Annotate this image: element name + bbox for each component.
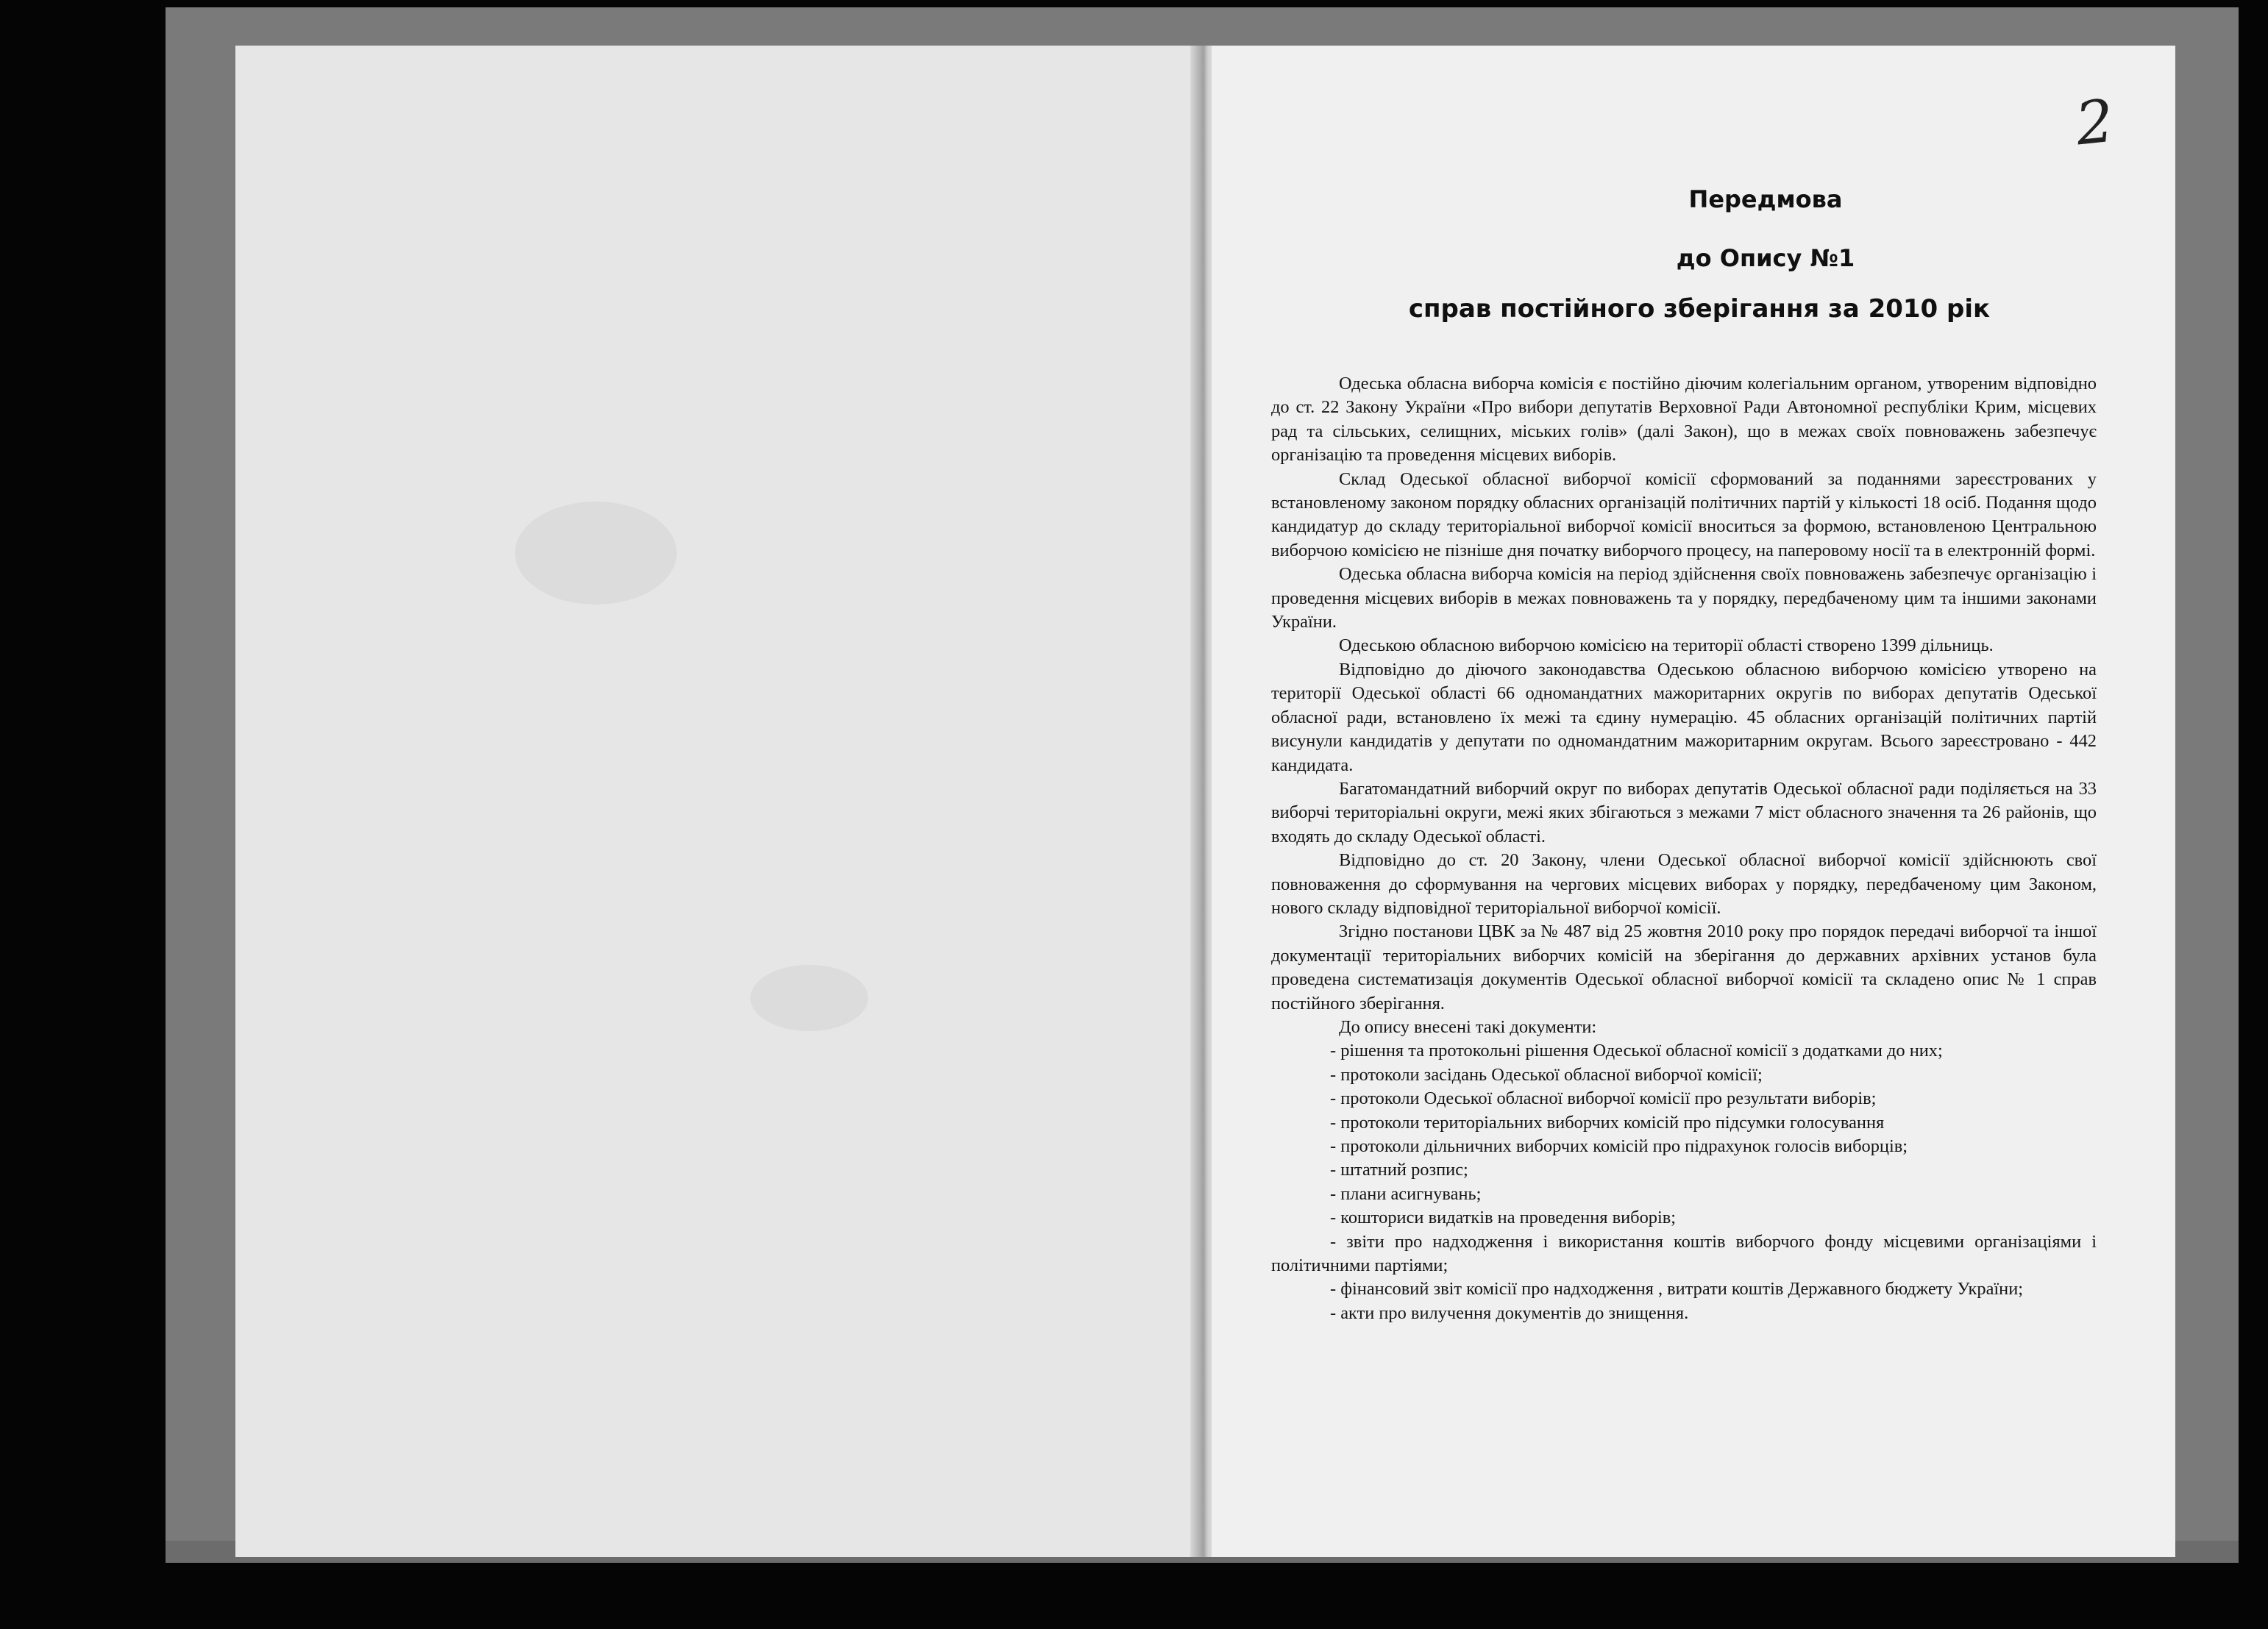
list-item: - звіти про надходження і використання коштів виборчого фонду місцевими організаціями і політичними партіями; (1271, 1231, 2097, 1276)
document-title: Передмова (1688, 185, 1843, 213)
handwritten-page-number: 2 (2072, 86, 2117, 159)
list-item: - фінансовий звіт комісії про надходження , витрати коштів Державного бюджету України; (1330, 1279, 2024, 1300)
paragraph: Одеська обласна виборча комісія є постійно діючим колегіальним органом, утвореним відповідно до ст. 22 Закону України «Про вибори депутатів Верховної Ради Автономної республіки Крим, місцевих рад та сільських, селищних, міських голів» (далі Закон), що в межах своїх повноважень забезпечує організацію та проведення місцевих виборів. (1271, 374, 2097, 466)
list-item: - штатний розпис; (1330, 1160, 1468, 1180)
paragraph: До опису внесені такі документи: (1339, 1016, 1597, 1037)
list-item: - протоколи засідань Одеської обласної виборчої комісії; (1330, 1064, 1763, 1085)
document-heading: справ постійного зберігання за 2010 рік (1408, 294, 1991, 324)
paragraph: Склад Одеської обласної виборчої комісії сформований за поданнями зареєстрованих у встановленому законом порядку обласних організацій політичних партій у кількості 18 осіб. Подання щодо кандидатур до складу територіальної виборчої комісії вноситься за формою, встановленою Центральною виборчою комісією не пізніше дня початку виборчого процесу, на паперовому носії та в електронній формі. (1271, 468, 2097, 560)
list-item: - протоколи територіальних виборчих комісій про підсумки голосування (1330, 1112, 1885, 1133)
list-item: - акти про вилучення документів до знищення. (1330, 1302, 1689, 1323)
list-item: - протоколи дільничних виборчих комісій про підрахунок голосів виборців; (1330, 1136, 1908, 1156)
list-item: - кошториси видатків на проведення виборів; (1330, 1208, 1677, 1228)
paragraph: Відповідно до ст. 20 Закону, члени Одеської обласної виборчої комісії здійснюють свої повноваження до сформування на чергових місцевих виборах у порядку, передбаченому цим Законом, нового складу відповідної територіальної виборчої комісії. (1271, 850, 2097, 918)
left-page (235, 46, 1201, 1557)
document-subtitle: до Опису №1 (1676, 244, 1855, 272)
bleed-through-stain (515, 502, 677, 605)
paragraph: Відповідно до діючого законодавства Одеською обласною виборчою комісією утворено на території Одеської області 66 одномандатних мажоритарних округів по виборах депутатів Одеської обласної ради, встановлено їх межі та єдину нумерацію. 45 обласних організацій політичних партій висунули кандидатів у депутати по одномандатним мажоритарним округам. Всього зареєстровано - 442 кандидата. (1271, 659, 2097, 775)
paragraph: Одеською обласною виборчою комісією на території області створено 1399 дільниць. (1339, 635, 1994, 656)
paragraph: Згідно постанови ЦВК за № 487 від 25 жовтня 2010 року про порядок передачі виборчої та іншої документації територіальних виборчих комісій на зберігання до державних архівних установ була проведена систематизація документів Одеської обласної виборчої комісії та складено опис № 1 справ постійного зберігання. (1271, 922, 2097, 1013)
list-item: - протоколи Одеської обласної виборчої комісії про результати виборів; (1330, 1088, 1877, 1109)
list-item: - плани асигнувань; (1330, 1183, 1482, 1204)
list-item: - рішення та протокольні рішення Одеської обласної комісії з додатками до них; (1330, 1041, 1943, 1061)
bleed-through-stain (750, 965, 868, 1031)
paragraph: Одеська обласна виборча комісія на період здійснення своїх повноважень забезпечує організацію і проведення місцевих виборів в межах повноважень та у порядку, передбаченому цим та іншими законами України. (1271, 564, 2097, 632)
preface-body (1271, 372, 2097, 1325)
paragraph: Багатомандатний виборчий округ по виборах депутатів Одеської обласної ради поділяється на 33 виборчі територіальні округи, межі яких збігаються з межами 7 міст обласного значення та 26 районів, що входять до складу Одеської області. (1271, 778, 2097, 846)
